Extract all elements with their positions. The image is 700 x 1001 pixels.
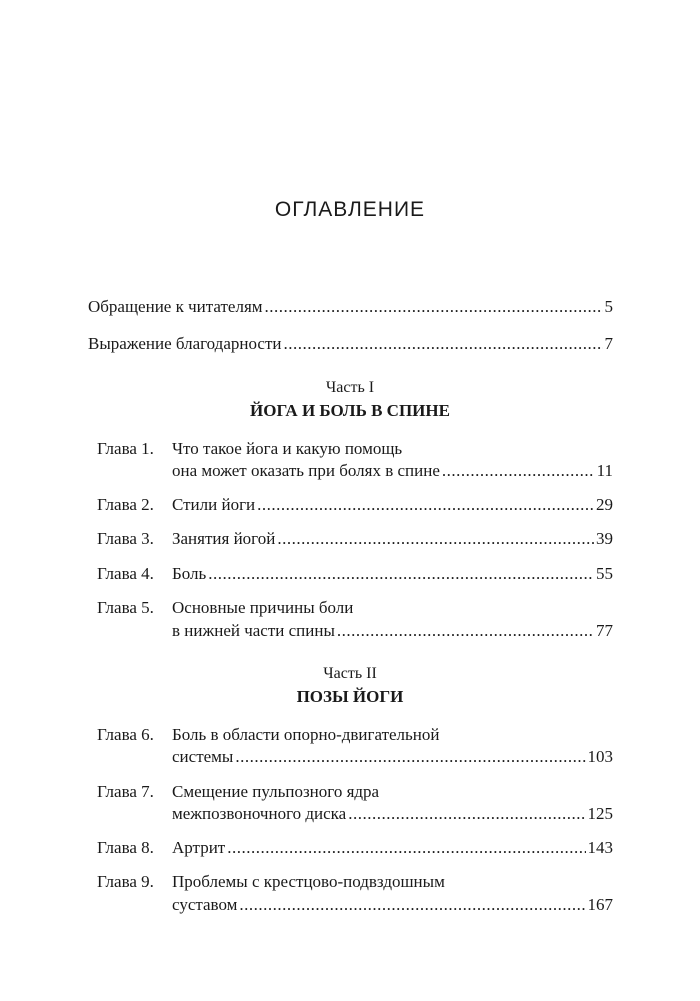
toc-entry-chapter-3[interactable] xyxy=(172,528,613,550)
chapter-3-title: Занятия йогой xyxy=(172,529,276,548)
chapter-3-label: Глава 3. xyxy=(97,529,154,548)
toc-entry-readers[interactable] xyxy=(88,296,613,318)
leader-dots xyxy=(235,746,585,768)
part-2-title: ПОЗЫ ЙОГИ xyxy=(296,687,404,706)
toc-entry-chapter-7[interactable] xyxy=(172,803,613,825)
toc-entry-page: 77 xyxy=(596,621,613,640)
toc-entry-chapter-2[interactable] xyxy=(172,494,613,516)
toc-entry-chapter-8[interactable] xyxy=(172,837,613,859)
toc-title: ОГЛАВЛЕНИЕ xyxy=(274,198,426,221)
chapter-5-label: Глава 5. xyxy=(97,598,154,617)
leader-dots xyxy=(442,460,595,482)
chapter-5-title-line2: в нижней части спины xyxy=(172,621,335,640)
leader-dots xyxy=(348,803,585,825)
toc-entry-page: 143 xyxy=(587,838,613,857)
chapter-4-title: Боль xyxy=(172,564,207,583)
chapter-6-title-line2: системы xyxy=(172,747,234,766)
chapter-6-title-line1[interactable]: Боль в области опорно-двигательной xyxy=(172,725,440,744)
chapter-9-label: Глава 9. xyxy=(97,872,154,891)
leader-dots xyxy=(239,894,585,916)
chapter-6-label: Глава 6. xyxy=(97,725,154,744)
leader-dots xyxy=(265,296,603,318)
toc-entry-chapter-5[interactable] xyxy=(172,620,613,642)
chapter-1-title-line2: она может оказать при болях в спине xyxy=(172,461,440,480)
leader-dots xyxy=(283,333,602,355)
toc-entry-acknowledgements[interactable] xyxy=(88,333,613,355)
leader-dots xyxy=(337,620,594,642)
toc-entry-page: 11 xyxy=(596,461,613,480)
chapter-8-label: Глава 8. xyxy=(97,838,154,857)
toc-entry-page: 5 xyxy=(604,297,613,316)
toc-entry-page: 7 xyxy=(604,334,613,353)
part-1-title: ЙОГА И БОЛЬ В СПИНЕ xyxy=(250,401,450,420)
leader-dots xyxy=(227,837,585,859)
toc-entry-chapter-4[interactable] xyxy=(172,563,613,585)
toc-entry-page: 103 xyxy=(587,747,613,766)
toc-entry-label: Выражение благодарности xyxy=(88,334,282,353)
toc-entry-page: 125 xyxy=(587,804,613,823)
chapter-1-label: Глава 1. xyxy=(97,439,154,458)
chapter-7-title-line2: межпозвоночного диска xyxy=(172,804,347,823)
chapter-7-title-line1[interactable]: Смещение пульпозного ядра xyxy=(172,782,380,801)
leader-dots xyxy=(208,563,594,585)
chapter-5-title-line1[interactable]: Основные причины боли xyxy=(172,598,354,617)
toc-entry-label: Обращение к читателям xyxy=(88,297,263,316)
chapter-8-title: Артрит xyxy=(172,838,226,857)
toc-entry-chapter-6[interactable] xyxy=(172,746,613,768)
toc-entry-chapter-9[interactable] xyxy=(172,894,613,916)
chapter-4-label: Глава 4. xyxy=(97,564,154,583)
chapter-7-label: Глава 7. xyxy=(97,782,154,801)
toc-entry-chapter-1[interactable] xyxy=(172,460,613,482)
chapter-2-title: Стили йоги xyxy=(172,495,256,514)
chapter-9-title-line1[interactable]: Проблемы с крестцово-подвздошным xyxy=(172,872,445,891)
chapter-2-label: Глава 2. xyxy=(97,495,154,514)
toc-entry-page: 167 xyxy=(587,895,613,914)
part-1-label: Часть I xyxy=(325,379,375,396)
toc-entry-page: 55 xyxy=(596,564,613,583)
leader-dots xyxy=(257,494,594,516)
part-2-label: Часть II xyxy=(323,665,377,682)
chapter-1-title-line1[interactable]: Что такое йога и какую помощь xyxy=(172,439,403,458)
toc-entry-page: 29 xyxy=(596,495,613,514)
toc-entry-page: 39 xyxy=(596,529,613,548)
leader-dots xyxy=(277,528,594,550)
chapter-9-title-line2: суставом xyxy=(172,895,238,914)
